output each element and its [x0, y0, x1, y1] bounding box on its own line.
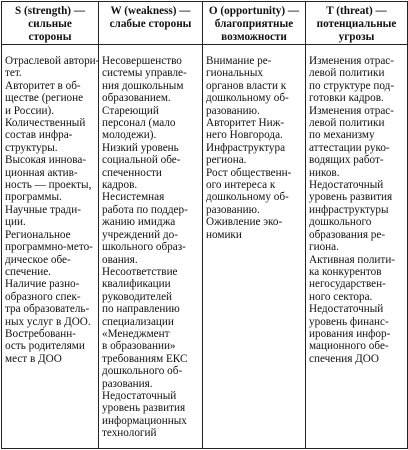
cell-text-line: тра образователь- [5, 303, 90, 316]
cell-text-line: технологий [102, 427, 157, 440]
cell-text-line: Оживление эко- [206, 216, 283, 229]
cell-text-line: программно-мето- [5, 241, 93, 254]
cell-text-line: по механизму [309, 129, 375, 142]
cell-text-line: ирования инфор- [309, 327, 391, 340]
cell-text-line: структуры. [5, 141, 58, 154]
cell-text-line: по структуре под- [309, 79, 395, 92]
cell-text-line: «Менеджмент [102, 327, 170, 340]
cell-text-line: и России). [5, 104, 55, 117]
cell-text-line: разованию. [206, 104, 260, 117]
cell-text-line: номики [206, 228, 242, 241]
header-line: стороны [28, 31, 72, 43]
cell-text-line: образного спек- [5, 290, 81, 303]
cell-text-line: Недостаточный [309, 179, 384, 192]
cell-text-line: жанию имиджа [102, 216, 176, 229]
cell-text-line: мест в ДОО [5, 352, 62, 365]
cell-text-line: требованиям ЕКС [102, 352, 188, 365]
cell-text-line: уровень финанс- [309, 315, 389, 328]
cell-text-line: Количественный [5, 117, 86, 130]
header-opportunity [203, 2, 306, 45]
cell-text-line: тет. [5, 67, 22, 80]
cell-text-line: системы управле- [102, 67, 187, 80]
cell-text-line: ность — проекты, [5, 179, 92, 192]
cell-text-line: Научные тради- [5, 203, 81, 216]
cell-text-line: образования ре- [309, 228, 386, 241]
opportunities-cell [203, 45, 306, 449]
cell-text-line: дошкольному об- [206, 191, 289, 204]
cell-text-line: Недостаточный [309, 303, 384, 316]
cell-text-line: негосударствен- [309, 278, 386, 291]
cell-text-line: Наличие разно- [5, 278, 80, 291]
cell-text-line: образованием. [102, 92, 171, 105]
swot-table [1, 1, 408, 449]
header-line: T (threat) — [326, 5, 387, 17]
cell-text-line: по направлению [102, 303, 180, 316]
cell-text-line: программы. [5, 191, 62, 204]
cell-text-line: квалификации [102, 278, 171, 291]
header-weakness [99, 2, 203, 45]
cell-text-line: дошкольному об- [206, 92, 289, 105]
cell-text-line: руководителей [102, 290, 173, 303]
cell-text-line: левой политики [309, 117, 385, 130]
cell-text-line: ость родителями [5, 340, 85, 353]
cell-text-line: Активная полити- [309, 253, 396, 266]
header-line: W (weakness) — [110, 5, 191, 17]
header-line: потенциальные [316, 18, 397, 30]
header-threat [306, 2, 408, 45]
cell-text-line: персонал (мало [102, 117, 176, 130]
cell-text-line: Изменения отрас- [309, 55, 394, 67]
cell-text-line: органов власти к [206, 79, 287, 92]
cell-text-line: Региональное [5, 228, 71, 241]
cell-text-line: школьного образ- [102, 241, 186, 254]
header-line: O (opportunity) — [208, 5, 300, 17]
cell-text-line: мационного обе- [309, 340, 389, 353]
cell-text-line: дошкольного об- [102, 365, 183, 378]
cell-text-line: инфраструктуры [309, 203, 389, 216]
header-line: благоприятные [214, 18, 294, 30]
cell-text-line: Изменения отрас- [309, 104, 394, 117]
cell-text-line: ционная актив- [5, 166, 78, 179]
strengths-cell [2, 45, 99, 449]
cell-text-line: информационных [102, 414, 187, 427]
cell-text-line: специализации [102, 315, 174, 328]
header-line: слабые стороны [109, 18, 192, 30]
cell-text-line: Стареющий [102, 104, 159, 117]
cell-text-line: Востребованн- [5, 327, 76, 340]
cell-text-line: уровень развития [309, 191, 393, 204]
cell-text-line: уровень развития [102, 402, 186, 415]
threats-cell [306, 45, 408, 449]
cell-text-line: спечения ДОО [309, 352, 379, 365]
cell-text-line: Авторитет Ниж- [206, 117, 285, 130]
cell-text-line: Низкий уровень [102, 141, 179, 154]
cell-text-line: Внимание ре- [206, 55, 272, 67]
cell-text-line: работа по поддер- [102, 203, 188, 216]
cell-text-line: Несистемная [102, 191, 165, 204]
cell-text-line: левой политики [309, 67, 385, 80]
cell-text-line: Рост общественн- [206, 166, 292, 179]
cell-text-line: него Новгорода. [206, 129, 283, 142]
cell-text-line: ществе (регионе [5, 92, 84, 105]
weaknesses-cell [99, 45, 203, 449]
cell-text-line: ции. [5, 216, 26, 229]
header-line: S (strength) — [14, 5, 86, 17]
header-strength [2, 2, 99, 45]
cell-text-line: готовки кадров. [309, 92, 384, 105]
cell-text-line: гиона. [309, 241, 339, 254]
cell-text-line: разования. [102, 377, 153, 390]
cell-text-line: ния дошкольным [102, 79, 184, 92]
cell-text-line: учреждений до- [102, 228, 178, 241]
cell-text-line: спеченности [102, 166, 162, 179]
header-line: сильные [28, 18, 72, 30]
cell-text-line: Инфраструктура [206, 141, 286, 154]
header-row [2, 2, 408, 45]
cell-text-line: водящих работ- [309, 154, 384, 167]
cell-text-line: социальной обе- [102, 154, 181, 167]
cell-text-line: Несовершенство [102, 55, 182, 67]
cell-text-line: ка конкурентов [309, 265, 382, 278]
cell-text-line: ования. [102, 253, 138, 266]
cell-text-line: региона. [206, 154, 247, 167]
cell-text-line: ого интереса к [206, 179, 276, 192]
cell-text-line: Отраслевой автори- [5, 55, 100, 67]
cell-text-line: Недостаточный [102, 389, 177, 402]
cell-text-line: ного сектора. [309, 290, 373, 303]
cell-text-line: дошкольного [309, 216, 372, 229]
cell-text-line: Авторитет в об- [5, 79, 81, 92]
cell-text-line: дическое обе- [5, 253, 71, 266]
cell-text-line: в образовании» [102, 340, 176, 353]
cell-text-line: молодежи). [102, 129, 157, 142]
content-row [2, 45, 408, 449]
cell-text-line: ных услуг в ДОО. [5, 315, 91, 328]
cell-text-line: спечение. [5, 265, 51, 278]
cell-text-line: кадров. [102, 179, 138, 192]
cell-text-line: Несоответствие [102, 265, 178, 278]
cell-text-line: гиональных [206, 67, 264, 80]
header-line: возможности [221, 31, 287, 43]
cell-text-line: ников. [309, 166, 340, 179]
cell-text-line: аттестации руко- [309, 141, 390, 154]
cell-text-line: Высокая иннова- [5, 154, 87, 167]
header-line: угрозы [338, 31, 375, 43]
cell-text-line: разованию. [206, 203, 260, 216]
cell-text-line: состав инфра- [5, 129, 73, 142]
